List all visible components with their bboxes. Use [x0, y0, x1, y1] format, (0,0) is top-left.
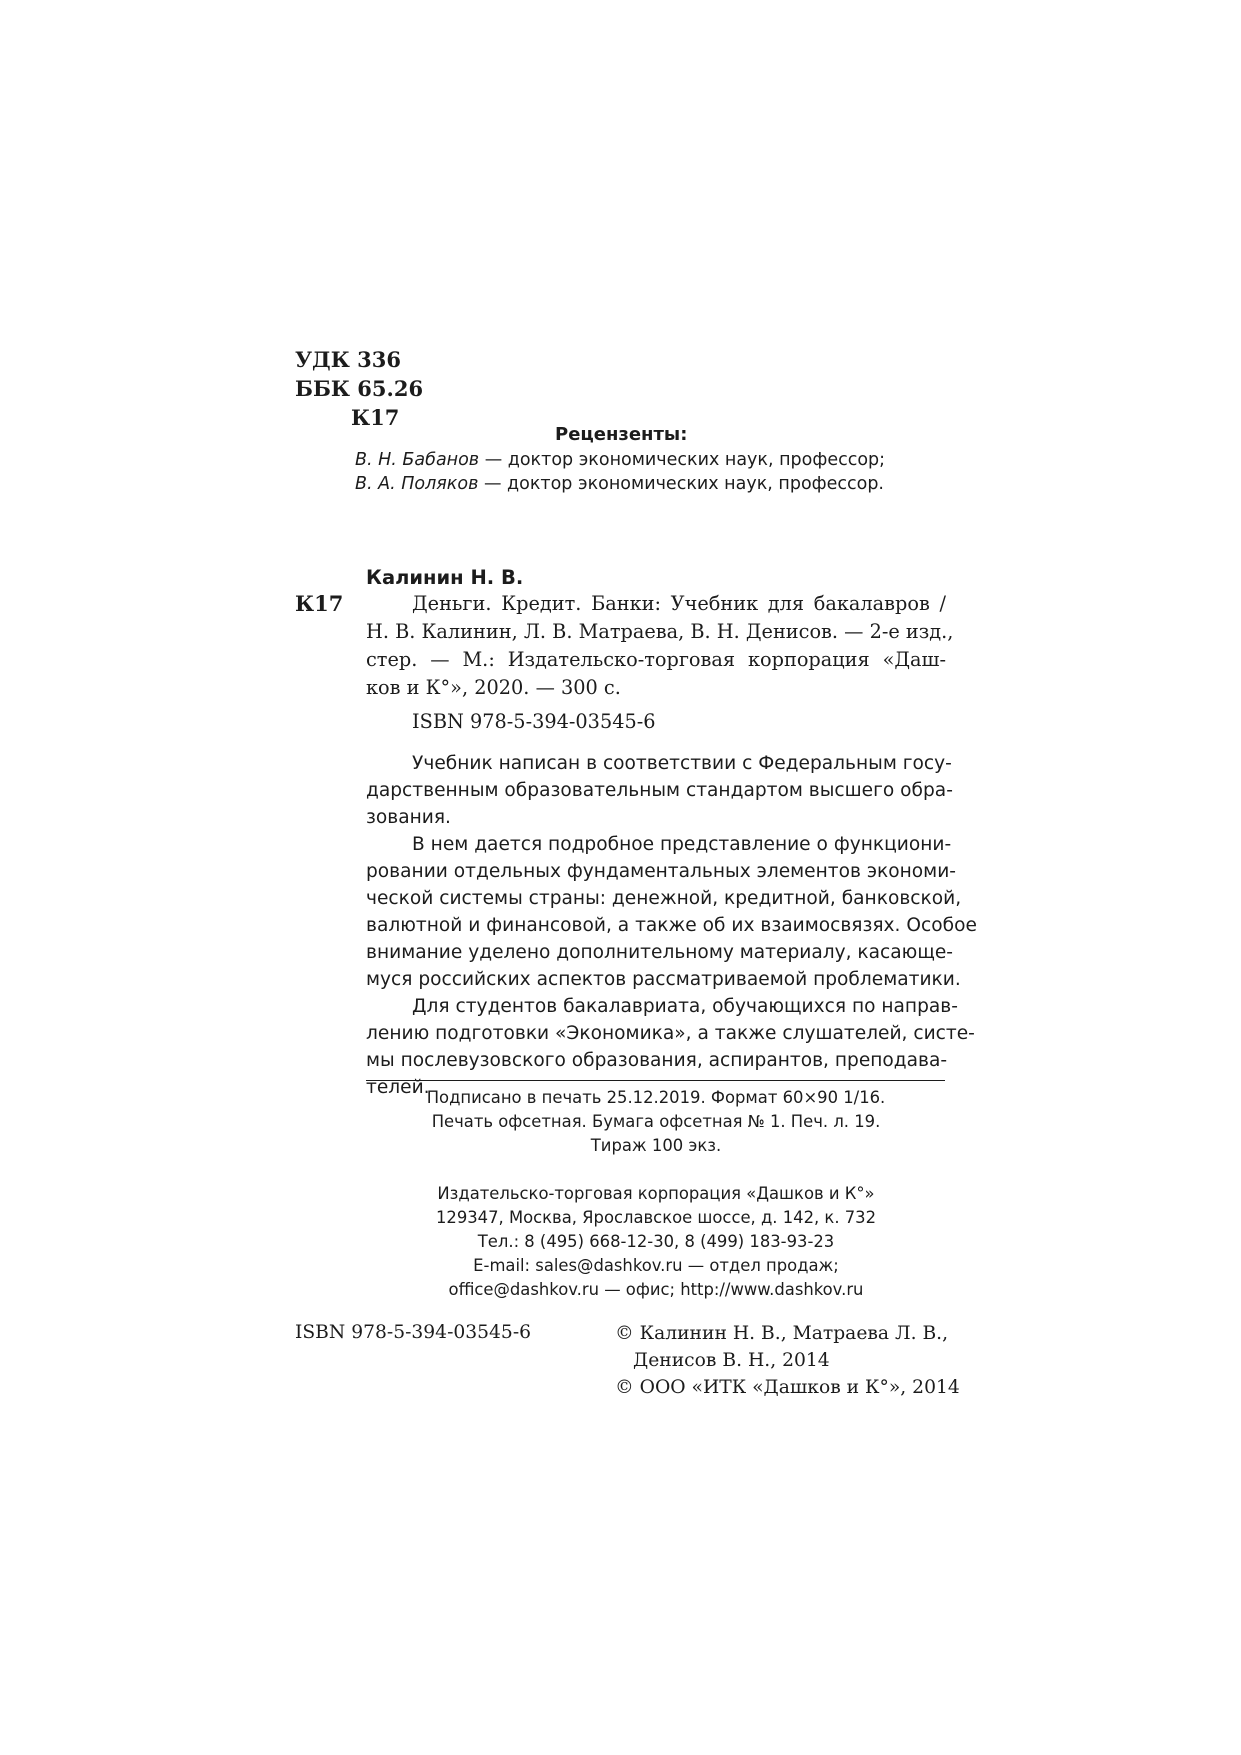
- reviewers-title: Рецензенты:: [555, 424, 688, 445]
- bibliographic-description: [366, 590, 954, 702]
- separator-rule: [366, 1080, 945, 1081]
- imprint-block: [366, 1086, 946, 1302]
- publisher-line: Издательско-торговая корпорация «Дашков и К°»: [437, 1184, 875, 1203]
- annotation-line: мы послевузовского образования, аспирантов, преподава-: [366, 1050, 948, 1071]
- catalog-author: Калинин Н. В.: [366, 566, 524, 589]
- reviewer-1-name: В. Н. Бабанов: [355, 450, 480, 470]
- catalog-isbn: ISBN 978-5-394-03545-6: [412, 710, 656, 733]
- imprint-line: Подписано в печать 25.12.2019. Формат 60×90 1/16.: [426, 1088, 886, 1107]
- copyright-block: [615, 1320, 960, 1401]
- annotation-line: зования.: [366, 807, 451, 828]
- reviewer-1-desc: — доктор экономических наук, профессор;: [479, 450, 886, 470]
- annotation-line: телей.: [366, 1077, 430, 1098]
- reviewer-2: [355, 474, 884, 494]
- annotation-line: дарственным образовательным стандартом высшего обра-: [366, 780, 953, 801]
- copyright-line: Денисов В. Н., 2014: [633, 1350, 830, 1371]
- publisher-line: Тел.: 8 (495) 668-12-30, 8 (499) 183-93-23: [477, 1232, 835, 1251]
- biblio-line: ков и К°», 2020. — 300 с.: [366, 676, 621, 699]
- publisher-line: 129347, Москва, Ярославское шоссе, д. 142, к. 732: [435, 1208, 877, 1227]
- biblio-line: Н. В. Калинин, Л. В. Матраева, В. Н. Денисов. — 2-е изд.,: [366, 620, 954, 643]
- annotation-line: внимание уделено дополнительному материалу, касающе-: [366, 942, 953, 963]
- annotation-line: В нем дается подробное представление о функциони-: [412, 834, 952, 855]
- annotation-line: Для студентов бакалавриата, обучающихся по направ-: [412, 996, 958, 1017]
- annotation-line: валютной и финансовой, а также об их взаимосвязях. Особое: [366, 915, 977, 936]
- annotation-line: ческой системы страны: денежной, кредитной, банковской,: [366, 888, 962, 909]
- copyright-line: © Калинин Н. В., Матраева Л. В.,: [615, 1323, 949, 1344]
- publisher-line: office@dashkov.ru — офис; http://www.dashkov.ru: [448, 1280, 864, 1299]
- imprint-line: Печать офсетная. Бумага офсетная № 1. Печ. л. 19.: [431, 1112, 881, 1131]
- biblio-line: Деньги. Кредит. Банки: Учебник для бакалавров /: [412, 592, 946, 615]
- annotation-line: ровании отдельных фундаментальных элементов экономи-: [366, 861, 957, 882]
- reviewer-2-name: В. А. Поляков: [355, 474, 479, 494]
- annotation-line: лению подготовки «Экономика», а также слушателей, систе-: [366, 1023, 975, 1044]
- reviewer-1: [355, 450, 886, 470]
- annotation: [366, 750, 977, 1101]
- catalog-sign: К17: [295, 591, 344, 616]
- publisher-line: E-mail: sales@dashkov.ru — отдел продаж;: [473, 1256, 839, 1275]
- annotation-line: Учебник написан в соответствии с Федеральным госу-: [412, 753, 952, 774]
- bbk-code: ББК 65.26: [295, 376, 424, 401]
- imprint-gap: [366, 1158, 946, 1182]
- annotation-line: муся российских аспектов рассматриваемой проблематики.: [366, 969, 961, 990]
- biblio-line: стер. — М.: Издательско-торговая корпорация «Даш-: [366, 648, 946, 671]
- classification-codes: [295, 345, 423, 432]
- footer-isbn: ISBN 978-5-394-03545-6: [295, 1322, 532, 1343]
- imprint-line: Тираж 100 экз.: [590, 1136, 722, 1155]
- reviewer-2-desc: — доктор экономических наук, профессор.: [478, 474, 884, 494]
- udk-code: УДК 336: [295, 347, 401, 372]
- copyright-line: © ООО «ИТК «Дашков и К°», 2014: [615, 1377, 960, 1398]
- author-sign: К17: [351, 405, 400, 430]
